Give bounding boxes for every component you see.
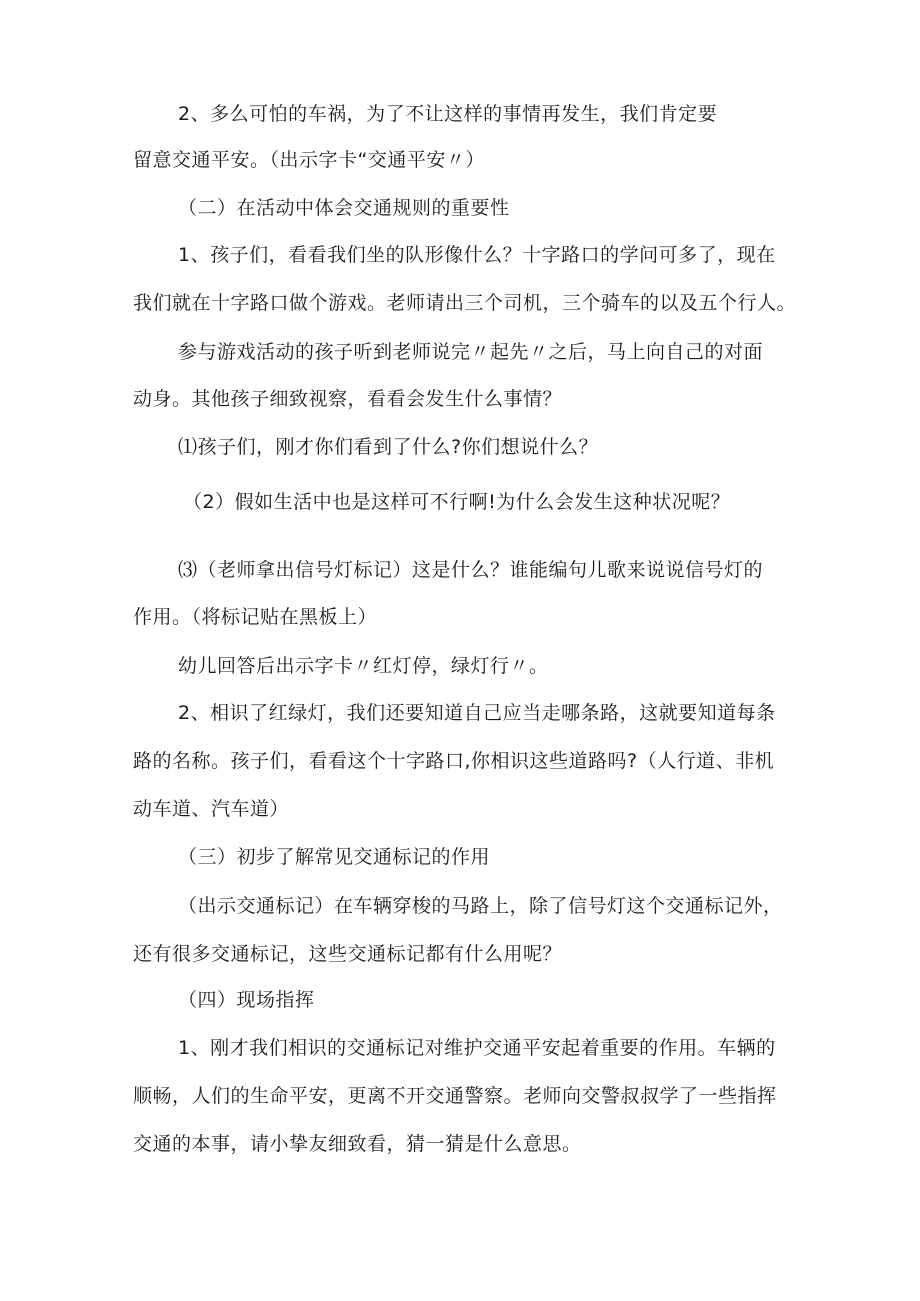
paragraph-line: 幼儿回答后出示字卡〃红灯停，绿灯行〃。 — [178, 655, 549, 677]
paragraph-line: 留意交通平安。（出示字卡“交通平安〃） — [133, 149, 485, 171]
paragraph-line: 1、孩子们，看看我们坐的队形像什么？十字路口的学问可多了，现在 — [178, 244, 776, 266]
paragraph-line: 交通的本事，请小挚友细致看，猜一猜是什么意思。 — [133, 1133, 582, 1155]
paragraph-line: 还有很多交通标记，这些交通标记都有什么用呢？ — [133, 943, 563, 965]
paragraph-line: ⑶（老师拿出信号灯标记）这是什么？谁能编句儿歌来说说信号灯的 — [178, 559, 764, 581]
paragraph-line: （2）假如生活中也是这样可不行啊!为什么会发生这种状况呢？ — [183, 491, 731, 513]
paragraph-line: 动车道、汽车道） — [133, 798, 290, 820]
paragraph-line: 参与游戏活动的孩子听到老师说完〃起先〃之后，马上向自己的对面 — [178, 341, 764, 363]
section-heading: （二）在活动中体会交通规则的重要性 — [178, 197, 510, 219]
paragraph-line: 顺畅，人们的生命平安，更离不开交通警察。老师向交警叔叔学了一些指挥 — [133, 1085, 777, 1107]
paragraph-line: 2、相识了红绿灯，我们还要知道自己应当走哪条路，这就要知道每条 — [178, 702, 776, 724]
paragraph-line: 作用。（将标记贴在黑板上） — [133, 606, 378, 628]
section-heading: （三）初步了解常见交通标记的作用 — [178, 846, 491, 868]
paragraph-line: 我们就在十字路口做个游戏。老师请出三个司机，三个骑车的以及五个行人。 — [133, 292, 797, 314]
paragraph-line: 1、刚才我们相识的交通标记对维护交通平安起着重要的作用。车辆的 — [178, 1037, 776, 1059]
paragraph-line: 动身。其他孩子细致视察，看看会发生什么事情？ — [133, 388, 563, 410]
paragraph-line: ⑴孩子们，刚才你们看到了什么?你们想说什么？ — [178, 436, 599, 458]
paragraph-line: 路的名称。孩子们，看看这个十字路口,你相识这些道路吗?（人行道、非机 — [133, 750, 775, 772]
paragraph-line: （出示交通标记）在车辆穿梭的马路上，除了信号灯这个交通标记外， — [178, 895, 783, 917]
paragraph-line: 2、多么可怕的车祸，为了不让这样的事情再发生，我们肯定要 — [178, 103, 718, 125]
section-heading: （四）现场指挥 — [178, 989, 315, 1011]
